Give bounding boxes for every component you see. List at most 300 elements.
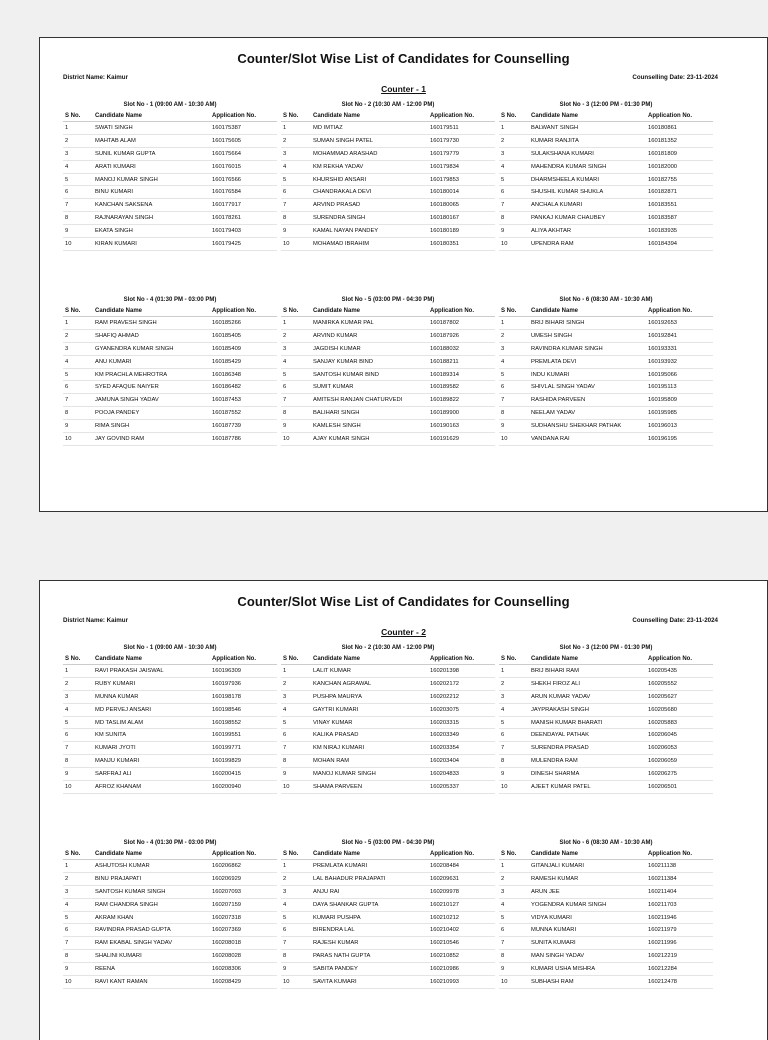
application-number: 160183935 bbox=[646, 225, 713, 238]
application-number: 160188032 bbox=[428, 342, 495, 355]
table-header-row bbox=[281, 848, 495, 860]
table-row bbox=[63, 433, 277, 446]
serial-number: 2 bbox=[281, 329, 311, 342]
table-header-row bbox=[281, 110, 495, 122]
candidate-name: SHUSHIL KUMAR SHUKLA bbox=[529, 186, 646, 199]
column-header-sno: S No. bbox=[63, 653, 93, 665]
table-row bbox=[499, 238, 713, 251]
serial-number: 5 bbox=[281, 368, 311, 381]
table-row bbox=[499, 186, 713, 199]
column-header-sno: S No. bbox=[499, 110, 529, 122]
serial-number: 8 bbox=[281, 950, 311, 963]
serial-number: 8 bbox=[499, 950, 529, 963]
counselling-date: Counselling Date: 23-11-2024 bbox=[632, 617, 718, 624]
application-number: 160199829 bbox=[210, 755, 277, 768]
table-row bbox=[281, 238, 495, 251]
serial-number: 7 bbox=[499, 937, 529, 950]
table-row bbox=[281, 394, 495, 407]
table-row bbox=[63, 963, 277, 976]
slot-title: Slot No - 6 (08:30 AM - 10:30 AM) bbox=[559, 297, 653, 303]
candidate-name: JAGDISH KUMAR bbox=[311, 342, 428, 355]
application-number: 160212219 bbox=[646, 950, 713, 963]
table-row bbox=[499, 199, 713, 212]
table-row bbox=[281, 134, 495, 147]
candidate-name: MOHAMAD IBRAHIM bbox=[311, 238, 428, 251]
application-number: 160187926 bbox=[428, 329, 495, 342]
serial-number: 8 bbox=[499, 407, 529, 420]
candidate-name: AKRAM KHAN bbox=[93, 911, 210, 924]
application-number: 160211979 bbox=[646, 924, 713, 937]
table-header-row bbox=[63, 848, 277, 860]
candidate-table bbox=[499, 848, 713, 989]
column-header-application: Application No. bbox=[646, 110, 713, 122]
candidate-name: PANKAJ KUMAR CHAUBEY bbox=[529, 212, 646, 225]
candidate-name: LAL BAHADUR PRAJAPATI bbox=[311, 872, 428, 885]
table-row bbox=[499, 729, 713, 742]
serial-number: 5 bbox=[281, 173, 311, 186]
table-row bbox=[499, 394, 713, 407]
candidate-name: RIMA SINGH bbox=[93, 420, 210, 433]
serial-number: 1 bbox=[63, 122, 93, 135]
table-row bbox=[281, 768, 495, 781]
table-row bbox=[499, 225, 713, 238]
candidate-name: GITANJALI KUMARI bbox=[529, 860, 646, 873]
table-row bbox=[281, 885, 495, 898]
serial-number: 4 bbox=[499, 160, 529, 173]
candidate-name: KUMARI USHA MISHRA bbox=[529, 963, 646, 976]
candidate-name: SHAMA PARVEEN bbox=[311, 781, 428, 794]
serial-number: 5 bbox=[63, 716, 93, 729]
candidate-name: KUMARI PUSHPA bbox=[311, 911, 428, 924]
application-number: 160196013 bbox=[646, 420, 713, 433]
application-number: 160185429 bbox=[210, 355, 277, 368]
candidate-name: SURENDRA SINGH bbox=[311, 212, 428, 225]
application-number: 160189314 bbox=[428, 368, 495, 381]
table-row bbox=[499, 898, 713, 911]
table-row bbox=[63, 976, 277, 989]
candidate-name: SUNITA KUMARI bbox=[529, 937, 646, 950]
serial-number: 3 bbox=[281, 885, 311, 898]
application-number: 160203075 bbox=[428, 703, 495, 716]
column-header-sno: S No. bbox=[499, 848, 529, 860]
candidate-name: RAVI KANT RAMAN bbox=[93, 976, 210, 989]
table-row bbox=[63, 173, 277, 186]
candidate-name: DINESH SHARMA bbox=[529, 768, 646, 781]
table-row bbox=[499, 355, 713, 368]
serial-number: 4 bbox=[63, 703, 93, 716]
serial-number: 7 bbox=[281, 199, 311, 212]
application-number: 160211404 bbox=[646, 885, 713, 898]
counselling-page-1 bbox=[39, 37, 768, 512]
candidate-name: PUSHPA MAURYA bbox=[311, 690, 428, 703]
serial-number: 7 bbox=[281, 742, 311, 755]
table-row bbox=[499, 160, 713, 173]
serial-number: 9 bbox=[63, 420, 93, 433]
district-name: District Name: Kaimur bbox=[63, 74, 128, 81]
table-row bbox=[63, 160, 277, 173]
serial-number: 6 bbox=[499, 186, 529, 199]
application-number: 160179853 bbox=[428, 173, 495, 186]
table-row bbox=[281, 420, 495, 433]
table-row bbox=[63, 924, 277, 937]
serial-number: 4 bbox=[281, 160, 311, 173]
column-header-sno: S No. bbox=[499, 653, 529, 665]
table-row bbox=[499, 924, 713, 937]
table-row bbox=[63, 898, 277, 911]
application-number: 160180167 bbox=[428, 212, 495, 225]
candidate-name: KIRAN KUMARI bbox=[93, 238, 210, 251]
application-number: 160179403 bbox=[210, 225, 277, 238]
application-number: 160182000 bbox=[646, 160, 713, 173]
application-number: 160189582 bbox=[428, 381, 495, 394]
serial-number: 3 bbox=[499, 885, 529, 898]
application-number: 160176566 bbox=[210, 173, 277, 186]
table-row bbox=[281, 937, 495, 950]
column-header-name: Candidate Name bbox=[311, 848, 428, 860]
candidate-name: AJAY KUMAR SINGH bbox=[311, 433, 428, 446]
table-row bbox=[63, 199, 277, 212]
candidate-name: SUDHANSHU SHEKHAR PATHAK bbox=[529, 420, 646, 433]
serial-number: 2 bbox=[63, 872, 93, 885]
table-row bbox=[63, 342, 277, 355]
candidate-name: RAM EKABAL SINGH YADAV bbox=[93, 937, 210, 950]
table-row bbox=[499, 420, 713, 433]
application-number: 160203404 bbox=[428, 755, 495, 768]
column-header-name: Candidate Name bbox=[93, 110, 210, 122]
table-row bbox=[63, 716, 277, 729]
candidate-name: ANJU RAI bbox=[311, 885, 428, 898]
application-number: 160210402 bbox=[428, 924, 495, 937]
table-row bbox=[499, 368, 713, 381]
slot-table-block bbox=[499, 643, 713, 794]
serial-number: 3 bbox=[63, 147, 93, 160]
candidate-name: BIRENDRA LAL bbox=[311, 924, 428, 937]
table-row bbox=[63, 212, 277, 225]
candidate-name: EKATA SINGH bbox=[93, 225, 210, 238]
candidate-name: SHEKH FIROZ ALI bbox=[529, 677, 646, 690]
candidate-name: DAYA SHANKAR GUPTA bbox=[311, 898, 428, 911]
candidate-name: RUBY KUMARI bbox=[93, 677, 210, 690]
serial-number: 4 bbox=[499, 898, 529, 911]
candidate-name: JAYPRAKASH SINGH bbox=[529, 703, 646, 716]
serial-number: 1 bbox=[499, 122, 529, 135]
candidate-name: MD PERVEJ ANSARI bbox=[93, 703, 210, 716]
serial-number: 3 bbox=[281, 147, 311, 160]
candidate-name: DEENDAYAL PATHAK bbox=[529, 729, 646, 742]
candidate-name: ARATI KUMARI bbox=[93, 160, 210, 173]
application-number: 160187552 bbox=[210, 407, 277, 420]
application-number: 160193932 bbox=[646, 355, 713, 368]
page-title: Counter/Slot Wise List of Candidates for Counselling bbox=[237, 51, 570, 66]
serial-number: 7 bbox=[499, 742, 529, 755]
table-row bbox=[63, 225, 277, 238]
application-number: 160212478 bbox=[646, 976, 713, 989]
serial-number: 7 bbox=[499, 394, 529, 407]
application-number: 160195066 bbox=[646, 368, 713, 381]
column-header-application: Application No. bbox=[646, 848, 713, 860]
column-header-sno: S No. bbox=[499, 305, 529, 317]
slot-title: Slot No - 3 (12:00 PM - 01:30 PM) bbox=[559, 102, 653, 108]
candidate-name: MAHENDRA KUMAR SINGH bbox=[529, 160, 646, 173]
serial-number: 2 bbox=[281, 872, 311, 885]
candidate-name: KM PRACHLA MEHROTRA bbox=[93, 368, 210, 381]
serial-number: 3 bbox=[281, 690, 311, 703]
table-row bbox=[281, 433, 495, 446]
serial-number: 6 bbox=[499, 729, 529, 742]
application-number: 160205337 bbox=[428, 781, 495, 794]
application-number: 160209631 bbox=[428, 872, 495, 885]
table-row bbox=[63, 872, 277, 885]
application-number: 160182871 bbox=[646, 186, 713, 199]
table-header-row bbox=[499, 653, 713, 665]
table-header-row bbox=[499, 305, 713, 317]
candidate-name: BALIHARI SINGH bbox=[311, 407, 428, 420]
application-number: 160206275 bbox=[646, 768, 713, 781]
table-row bbox=[63, 355, 277, 368]
candidate-name: SUMAN SINGH PATEL bbox=[311, 134, 428, 147]
slot-title: Slot No - 4 (01:30 PM - 03:00 PM) bbox=[123, 297, 217, 303]
table-row bbox=[499, 134, 713, 147]
serial-number: 1 bbox=[281, 122, 311, 135]
application-number: 160202212 bbox=[428, 690, 495, 703]
table-row bbox=[63, 147, 277, 160]
table-row bbox=[281, 160, 495, 173]
application-number: 160195113 bbox=[646, 381, 713, 394]
serial-number: 10 bbox=[499, 781, 529, 794]
application-number: 160195809 bbox=[646, 394, 713, 407]
application-number: 160181352 bbox=[646, 134, 713, 147]
table-header-row bbox=[499, 848, 713, 860]
column-header-sno: S No. bbox=[281, 653, 311, 665]
table-row bbox=[281, 368, 495, 381]
application-number: 160191629 bbox=[428, 433, 495, 446]
candidate-name: SHALINI KUMARI bbox=[93, 950, 210, 963]
candidate-name: NEELAM YADAV bbox=[529, 407, 646, 420]
serial-number: 1 bbox=[499, 860, 529, 873]
table-row bbox=[499, 381, 713, 394]
counselling-date: Counselling Date: 23-11-2024 bbox=[632, 74, 718, 81]
serial-number: 10 bbox=[63, 976, 93, 989]
application-number: 160199551 bbox=[210, 729, 277, 742]
serial-number: 5 bbox=[499, 368, 529, 381]
serial-number: 9 bbox=[63, 768, 93, 781]
table-row bbox=[281, 212, 495, 225]
table-row bbox=[63, 677, 277, 690]
serial-number: 4 bbox=[281, 898, 311, 911]
table-row bbox=[281, 963, 495, 976]
table-row bbox=[499, 703, 713, 716]
application-number: 160179730 bbox=[428, 134, 495, 147]
application-number: 160210546 bbox=[428, 937, 495, 950]
application-number: 160212284 bbox=[646, 963, 713, 976]
table-row bbox=[499, 755, 713, 768]
candidate-table bbox=[63, 305, 277, 446]
serial-number: 8 bbox=[63, 407, 93, 420]
candidate-name: KANCHAN AGRAWAL bbox=[311, 677, 428, 690]
counter-heading: Counter - 1 bbox=[381, 84, 426, 94]
application-number: 160206929 bbox=[210, 872, 277, 885]
table-row bbox=[63, 911, 277, 924]
application-number: 160175387 bbox=[210, 122, 277, 135]
table-row bbox=[281, 690, 495, 703]
table-row bbox=[281, 716, 495, 729]
serial-number: 8 bbox=[281, 407, 311, 420]
serial-number: 4 bbox=[499, 355, 529, 368]
table-row bbox=[63, 122, 277, 135]
serial-number: 6 bbox=[499, 924, 529, 937]
candidate-name: SUNIL KUMAR GUPTA bbox=[93, 147, 210, 160]
application-number: 160206862 bbox=[210, 860, 277, 873]
application-number: 160193331 bbox=[646, 342, 713, 355]
table-row bbox=[499, 781, 713, 794]
candidate-table bbox=[499, 305, 713, 446]
candidate-name: PREMLATA DEVI bbox=[529, 355, 646, 368]
serial-number: 5 bbox=[499, 716, 529, 729]
candidate-table bbox=[63, 848, 277, 989]
table-row bbox=[63, 950, 277, 963]
slot-table-block bbox=[63, 838, 277, 989]
candidate-table bbox=[281, 653, 495, 794]
serial-number: 4 bbox=[63, 898, 93, 911]
column-header-sno: S No. bbox=[281, 848, 311, 860]
table-row bbox=[499, 742, 713, 755]
table-row bbox=[281, 729, 495, 742]
serial-number: 9 bbox=[281, 963, 311, 976]
candidate-name: KANCHAN SAKSENA bbox=[93, 199, 210, 212]
application-number: 160211138 bbox=[646, 860, 713, 873]
column-header-name: Candidate Name bbox=[311, 653, 428, 665]
candidate-name: MANIRKA KUMAR PAL bbox=[311, 317, 428, 330]
candidate-name: PREMLATA KUMARI bbox=[311, 860, 428, 873]
application-number: 160201398 bbox=[428, 665, 495, 678]
application-number: 160182755 bbox=[646, 173, 713, 186]
application-number: 160200940 bbox=[210, 781, 277, 794]
serial-number: 7 bbox=[281, 394, 311, 407]
slot-title: Slot No - 1 (09:00 AM - 10:30 AM) bbox=[123, 645, 217, 651]
serial-number: 10 bbox=[281, 976, 311, 989]
table-row bbox=[281, 147, 495, 160]
application-number: 160179834 bbox=[428, 160, 495, 173]
serial-number: 1 bbox=[499, 665, 529, 678]
application-number: 160180014 bbox=[428, 186, 495, 199]
table-row bbox=[499, 937, 713, 950]
application-number: 160189900 bbox=[428, 407, 495, 420]
candidate-name: SANTOSH KUMAR BIND bbox=[311, 368, 428, 381]
serial-number: 7 bbox=[63, 742, 93, 755]
serial-number: 3 bbox=[63, 690, 93, 703]
application-number: 160203315 bbox=[428, 716, 495, 729]
slot-title: Slot No - 2 (10:30 AM - 12:00 PM) bbox=[341, 645, 435, 651]
application-number: 160206045 bbox=[646, 729, 713, 742]
table-row bbox=[499, 433, 713, 446]
candidate-name: SABITA PANDEY bbox=[311, 963, 428, 976]
slot-table-block bbox=[281, 838, 495, 989]
application-number: 160196309 bbox=[210, 665, 277, 678]
candidate-name: PARAS NATH GUPTA bbox=[311, 950, 428, 963]
counter-heading: Counter - 2 bbox=[381, 627, 426, 637]
application-number: 160185405 bbox=[210, 329, 277, 342]
serial-number: 1 bbox=[281, 860, 311, 873]
candidate-name: ARUN JEE bbox=[529, 885, 646, 898]
slot-table-block bbox=[63, 295, 277, 446]
table-row bbox=[281, 755, 495, 768]
table-row bbox=[63, 317, 277, 330]
column-header-application: Application No. bbox=[428, 653, 495, 665]
table-row bbox=[281, 665, 495, 678]
serial-number: 2 bbox=[499, 134, 529, 147]
serial-number: 7 bbox=[281, 937, 311, 950]
serial-number: 10 bbox=[281, 433, 311, 446]
table-row bbox=[63, 238, 277, 251]
table-row bbox=[281, 976, 495, 989]
serial-number: 10 bbox=[281, 238, 311, 251]
table-row bbox=[281, 742, 495, 755]
serial-number: 10 bbox=[63, 238, 93, 251]
candidate-name: MANOJ KUMAR SINGH bbox=[93, 173, 210, 186]
candidate-name: MAN SINGH YADAV bbox=[529, 950, 646, 963]
table-row bbox=[281, 317, 495, 330]
table-row bbox=[281, 381, 495, 394]
table-row bbox=[499, 665, 713, 678]
candidate-name: KAMAL NAYAN PANDEY bbox=[311, 225, 428, 238]
candidate-name: AJEET KUMAR PATEL bbox=[529, 781, 646, 794]
table-row bbox=[499, 768, 713, 781]
candidate-table bbox=[281, 848, 495, 989]
serial-number: 6 bbox=[63, 729, 93, 742]
application-number: 160204833 bbox=[428, 768, 495, 781]
table-row bbox=[499, 872, 713, 885]
table-row bbox=[281, 329, 495, 342]
application-number: 160179779 bbox=[428, 147, 495, 160]
application-number: 160198546 bbox=[210, 703, 277, 716]
application-number: 160205627 bbox=[646, 690, 713, 703]
application-number: 160211996 bbox=[646, 937, 713, 950]
application-number: 160185409 bbox=[210, 342, 277, 355]
application-number: 160176015 bbox=[210, 160, 277, 173]
column-header-sno: S No. bbox=[63, 305, 93, 317]
candidate-name: SUBHASH RAM bbox=[529, 976, 646, 989]
table-row bbox=[63, 729, 277, 742]
serial-number: 3 bbox=[499, 147, 529, 160]
candidate-table bbox=[499, 653, 713, 794]
table-row bbox=[63, 186, 277, 199]
application-number: 160200415 bbox=[210, 768, 277, 781]
application-number: 160206501 bbox=[646, 781, 713, 794]
table-row bbox=[499, 342, 713, 355]
candidate-name: MUNNA KUMAR bbox=[93, 690, 210, 703]
application-number: 160205552 bbox=[646, 677, 713, 690]
table-header-row bbox=[63, 653, 277, 665]
application-number: 160186482 bbox=[210, 381, 277, 394]
candidate-name: BINU KUMARI bbox=[93, 186, 210, 199]
serial-number: 7 bbox=[63, 394, 93, 407]
candidate-table bbox=[499, 110, 713, 251]
table-row bbox=[63, 407, 277, 420]
serial-number: 8 bbox=[281, 212, 311, 225]
serial-number: 9 bbox=[281, 420, 311, 433]
column-header-application: Application No. bbox=[428, 110, 495, 122]
application-number: 160180189 bbox=[428, 225, 495, 238]
table-row bbox=[63, 394, 277, 407]
candidate-name: ALIYA AKHTAR bbox=[529, 225, 646, 238]
column-header-sno: S No. bbox=[63, 848, 93, 860]
candidate-table bbox=[281, 305, 495, 446]
table-row bbox=[281, 911, 495, 924]
slot-table-block bbox=[281, 295, 495, 446]
serial-number: 1 bbox=[63, 665, 93, 678]
application-number: 160176584 bbox=[210, 186, 277, 199]
application-number: 160208028 bbox=[210, 950, 277, 963]
